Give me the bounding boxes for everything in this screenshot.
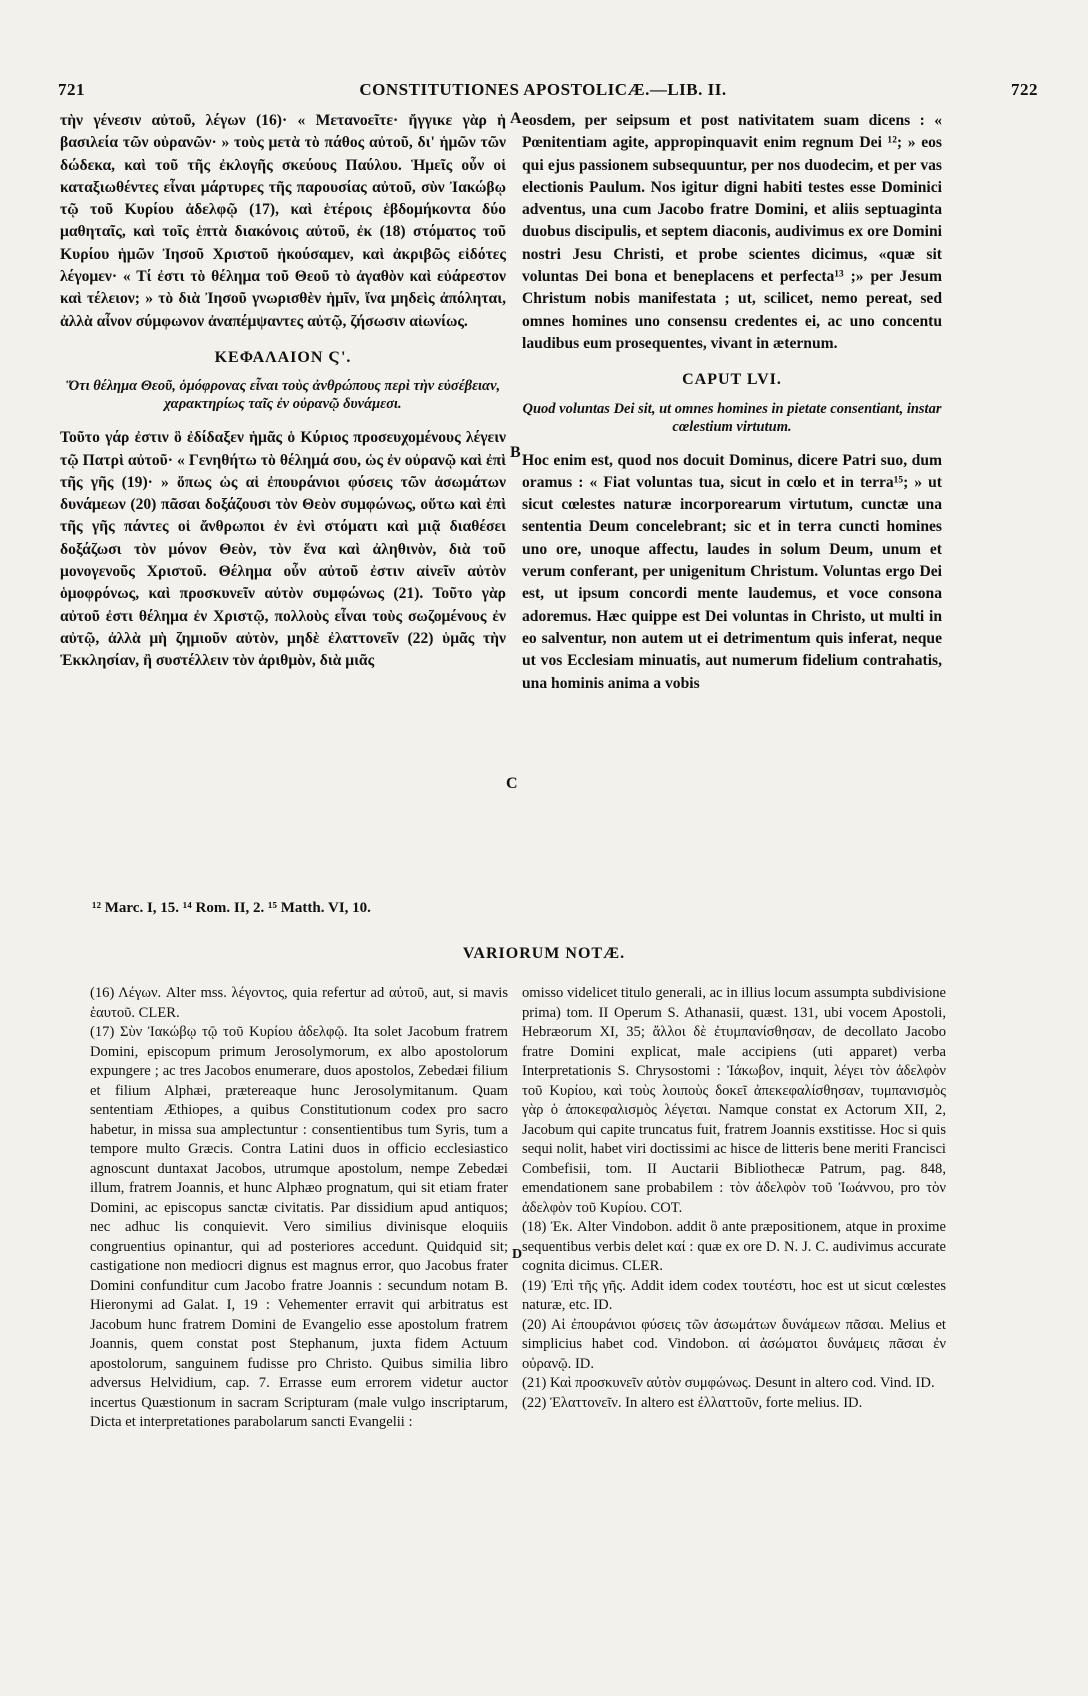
column-letter-a: A [510,110,522,127]
column-letter-c: C [506,775,518,792]
greek-column [60,110,506,673]
column-letter-b: B [510,444,521,461]
greek-chapter-summary: Ὅτι θέλημα Θεοῦ, ὁμόφρονας εἶναι τοὺς ἀνθρώπους περὶ τὴν εὐσέβειαν, χαρακτηρίως ταῖς ἐν οὐρανῷ δυνάμεσι. [65,378,501,413]
running-head [48,80,1038,106]
notes-right-column [522,984,946,1413]
note-22: (22) Ἐλαττονεῖν. In altero est ἐλλαττοῦν, forte melius. ID. [522,1394,863,1411]
note-18: (18) Ἐκ. Alter Vindobon. addit ὃ ante præpositionem, atque in proxime sequentibus verbis delet καί : quæ ex ore D. N. J. C. audivimus accurate cognita dicimus. CLER. [522,1219,946,1274]
greek-paragraph-1: τὴν γένεσιν αὐτοῦ, λέγων (16)· « Μετανοεῖτε· ἤγγικε γὰρ ἡ βασιλεία τῶν οὐρανῶν· » τοὺς μετὰ τὸ πάθος αὐτοῦ, δι' ἡμῶν τῶν δώδεκα, καὶ τοῦ τῆς ἐκλογῆς σκεύους Παύλου. Ἡμεῖς οὖν οἱ καταξιωθέντες εἶναι μάρτυρες τῆς παρουσίας αὐτοῦ, σὺν Ἰακώβῳ τῷ τοῦ Κυρίου ἀδελφῷ (17), καὶ ἑτέροις ἑβδομήκοντα δύο μαθηταῖς, καὶ τοῖς ἑπτὰ διακόνοις αὐτοῦ, ἐκ (18) στόματος τοῦ Κυρίου ἡμῶν Ἰησοῦ Χριστοῦ ἠκούσαμεν, καὶ ἀκριβῶς εἰδότες λέγομεν· « Τί ἐστι τὸ θέλημα τοῦ Θεοῦ τὸ ἀγαθὸν καὶ εὐάρεστον καὶ τέλειον; » τὸ διὰ Ἰησοῦ γνωρισθὲν ἡμῖν, ἵνα μηδεὶς ἀπόληται, ἀλλὰ αἶνον σύμφωνον ἀναπέμψαντες αὐτῷ, ζήσωσιν αἰωνίως. [60,112,506,330]
scripture-references: ¹² Marc. I, 15. ¹⁴ Rom. II, 2. ¹⁵ Matth. VI, 10. [92,900,371,916]
column-letter-d: D [512,1247,523,1262]
latin-chapter-summary: Quod voluntas Dei sit, ut omnes homines in pietate consentiant, instar cœlestium virtutum. [522,400,942,435]
page-number-right: 722 [1011,80,1038,99]
page-number-left: 721 [58,80,85,99]
running-title: CONSTITUTIONES APOSTOLICÆ.—LIB. II. [359,80,727,99]
note-17: (17) Σὺν Ἰακώβῳ τῷ τοῦ Κυρίου ἀδελφῷ. Ita solet Jacobum fratrem Domini, episcopum primum Jerosolymorum, ex albo apostolorum expungere ; ac tres Jacobos enumerare, duos apostolos, Zebedæi filium et filium Alphæi, prætereaque hunc Jerosolymitanum. Quam sententiam Æthiopes, a quibus Constitutionum codex pro sacro habetur, in missa sua amplectuntur : consentientibus tum Syris, tum a tempore multo Græcis. Contra Latini duos in officio ecclesiastico agnoscunt duntaxat Jacobos, utrumque apostolum, nempe Zebedæi illum, fratrem Joannis, et hunc Alphæo prognatum, qui sit etiam frater Domini, ac episcopus sanctæ civitatis. Par dissidium apud antiquos; nec adhuc lis conquievit. Vero similius divinisque eloquiis congruentius opinantur, qui ad posteriores accedunt. Quidquid sit; castigatione non mediocri dignus est magnus error, quo Jacobus frater Domini confunditur cum Jacobo fratre Joannis : secundum notam B. Hieronymi ad Galat. I, 19 : Vehementer erravit qui arbitratus est Jacobum hunc fratrem Domini de Evangelio esse apostolum fratrem Joannis, quem constat post Stephanum, juxta fidem Actuum apostolorum, sanguinem fudisse pro Christo. Quibus similia libro adversus Helvidium, cap. 7. Errasse eum errorem videtur auctor incertus Quæstionum in sacram Scripturam (male vulgo inscriptarum, Dicta et interpretationes parabolarum sancti Evangelii : [90,1024,508,1430]
latin-chapter-heading: CAPUT LVI. [682,371,782,389]
notes-left-column [90,984,508,1433]
note-19: (19) Ἐπὶ τῆς γῆς. Addit idem codex τουτέστι, hoc est ut sicut cœlestes naturæ, etc. ID. [522,1277,946,1313]
greek-paragraph-2: Τοῦτο γάρ ἐστιν ὃ ἐδίδαξεν ἡμᾶς ὁ Κύριος προσευχομένους λέγειν τῷ Πατρὶ αὐτοῦ· « Γενηθήτω τὸ θέλημά σου, ὡς ἐν οὐρανῷ καὶ ἐπὶ τῆς γῆς (19)· » ὅπως ὡς αἱ ἐπουράνιοι φύσεις τῶν ἀσωμάτων δυνάμεων (20) πᾶσαι δοξάζουσι τὸν Θεὸν συμφώνως, οὕτω καὶ ἐπὶ τῆς γῆς πάντες οἱ ἄνθρωποι ἐν ἑνὶ στόματι καὶ μιᾷ διαθέσει δοξάζωσι τὸν μόνον Θεὸν, τὸν ἕνα καὶ ἀληθινὸν, διὰ τοῦ μονογενοῦς Χριστοῦ. Θέλημα οὖν αὐτοῦ ἐστιν αἰνεῖν αὐτὸν ὁμοφρόνως, καὶ προσκυνεῖν αὐτὸν συμφώνως (21). Τοῦτο γὰρ αὐτοῦ ἐστι θέλημα ἐν Χριστῷ, πολλοὺς εἶναι τοὺς σωζομένους ἐν αὐτῷ, ἀλλὰ μὴ ζημιοῦν αὐτὸν, μηδὲ ἐλαττονεῖν (22) ὑμᾶς τὴν Ἐκκλησίαν, ἢ συστέλλειν τὸν ἀριθμὸν, διὰ μιᾶς [60,429,506,670]
latin-column [522,110,942,695]
note-16: (16) Λέγων. Alter mss. λέγοντος, quia refertur ad αὐτοῦ, aut, si mavis ἑαυτοῦ. CLER. [90,985,508,1021]
latin-paragraph-1: eosdem, per seipsum et post nativitatem suam dicens : « Pœnitentiam agite, appropinquavit enim regnum Dei ¹²; » eos qui ejus passionem subsequuntur, per nos duodecim, et per vas electionis Paulum. Nos igitur digni habiti testes esse Dominici adventus, una cum Jacobo fratre Domini, et aliis septuaginta duobus discipulis, et septem diaconis, audivimus ex ore Domini nostri Jesu Christi, et probe scientes dicimus, «quæ sit voluntas Dei bona et beneplacens et perfecta¹³ ;» per Jesum Christum nobis manifestata ; ut, scilicet, nemo pereat, sed omnes homines uno consensu credentes ei, ac uno concentu laudibus eum prosequentes, vivant in æternum. [522,112,942,352]
note-21: (21) Καὶ προσκυνεῖν αὐτὸν συμφώνως. Desunt in altero cod. Vind. ID. [522,1375,935,1391]
note-17-continued: omisso videlicet titulo generali, ac in illius locum assumpta subdivisione prima) tom. II Operum S. Athanasii, quæst. 131, ubi vocem Apostoli, Hebræorum XI, 35; ἄλλοι δὲ ἐτυμπανίσθησαν, de decollato Jacobo fratre Domini explicat, male accipiens (uti apparet) verba Interpretationis S. Chrysostomi : Ἰάκωβον, inquit, λέγει τὸν ἀδελφὸν τοῦ Κυρίου, καὶ τοὺς λοιποὺς δοκεῖ ἀπεκεφαλίσθησαν, τυμπανισμὸς γὰρ ὁ ἀποκεφαλισμὸς λέγεται. Namque constat ex Actorum XII, 2, Jacobum qui capite truncatus fuit, fratrem Joannis exstitisse. Hoc si quis sequi nolit, habet viri doctissimi ac hisce de litteris bene meriti Francisci Combefisii, tom. II Auctarii Bibliothecæ Patrum, pag. 848, emendationem sane probabilem : τὸν ἀδελφὸν τοῦ Ἰωάννου, pro τὸν ἀδελφὸν τοῦ Κυρίου. COT. [522,985,946,1216]
greek-chapter-heading: ΚΕΦΑΛΑΙΟΝ Ϛ'. [214,348,352,366]
latin-paragraph-2: Hoc enim est, quod nos docuit Dominus, dicere Patri suo, dum oramus : « Fiat voluntas tua, sicut in cœlo et in terra¹⁵; » ut sicut cœlestes naturæ incorporearum virtutum, cunctæ una sententia Deum concelebrant; sic et in terra cuncti homines uno ore, unoque affectu, laudes in solum Deum, unum et verum conferant, per unigenitum Christum. Voluntas ergo Dei est, ut ipsum concordi mente laudemus, et voce consona adoremus. Hæc quippe est Dei voluntas in Christo, ut multi in eo salventur, non autem ut ei detrimentum quis inferat, neque ut vos Ecclesiam minuatis, aut numerum fidelium contrahatis, una hominis anima a vobis [522,451,942,692]
note-20: (20) Αἱ ἐπουράνιοι φύσεις τῶν ἀσωμάτων δυνάμεων πᾶσαι. Melius et simplicius habet cod. Vindobon. αἱ ἀσώματοι δυνάμεις πᾶσαι ἐν οὐρανῷ. ID. [522,1316,946,1372]
notes-heading: VARIORUM NOTÆ. [462,945,626,962]
